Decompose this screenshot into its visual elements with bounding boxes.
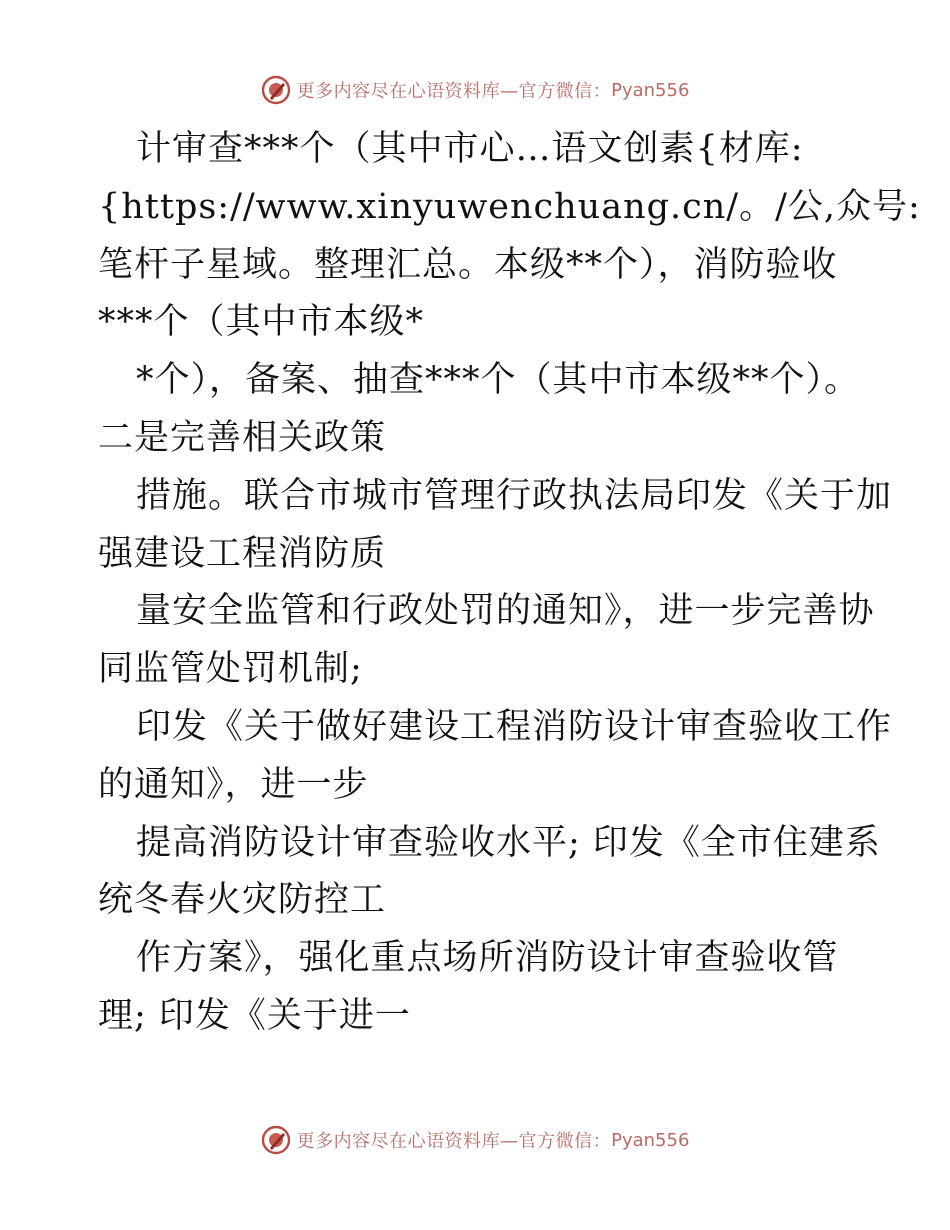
body-line: 提高消防设计审查验收水平; 印发《全市住建系 xyxy=(136,822,881,863)
body-line: 印发《关于做好建设工程消防设计审查验收工作 xyxy=(136,706,893,747)
body-line: 措施。联合市城市管理行政执法局印发《关于加 xyxy=(136,475,893,516)
quill-seal-icon xyxy=(261,75,291,105)
body-line: {https://www.xinyuwenchuang.cn/。/公,众号: xyxy=(98,186,921,227)
quill-seal-icon xyxy=(261,1125,291,1155)
body-line: 的通知》，进一步 xyxy=(98,764,369,805)
body-line: 量安全监管和行政处罚的通知》，进一步完善协 xyxy=(136,591,875,632)
document-body xyxy=(98,121,921,1046)
body-line: ***个（其中市本级* xyxy=(98,302,425,343)
body-line: 同监管处罚机制; xyxy=(98,649,363,690)
watermark-text: 更多内容尽在心语资料库—官方微信： xyxy=(296,1131,612,1152)
body-line: 二是完善相关政策 xyxy=(98,417,387,458)
body-line: 理; 印发《关于进一 xyxy=(98,995,411,1036)
watermark-text: 更多内容尽在心语资料库—官方微信： xyxy=(296,81,612,102)
body-line: *个），备案、抽查***个（其中市本级**个）。 xyxy=(136,360,861,401)
footer-watermark xyxy=(0,1120,950,1160)
body-line: 统冬春火灾防控工 xyxy=(98,880,387,921)
body-line: 作方案》，强化重点场所消防设计审查验收管 xyxy=(136,938,839,979)
body-line: 强建设工程消防质 xyxy=(98,533,387,574)
watermark-wechat-id: Pyan556 xyxy=(611,79,690,101)
body-line: 笔杆子星域。整理汇总。本级**个），消防验收 xyxy=(98,244,838,285)
header-watermark xyxy=(0,70,950,110)
body-line: 计审查***个（其中市心…语文创素{材库: xyxy=(136,129,804,169)
watermark-wechat-id: Pyan556 xyxy=(611,1129,690,1151)
